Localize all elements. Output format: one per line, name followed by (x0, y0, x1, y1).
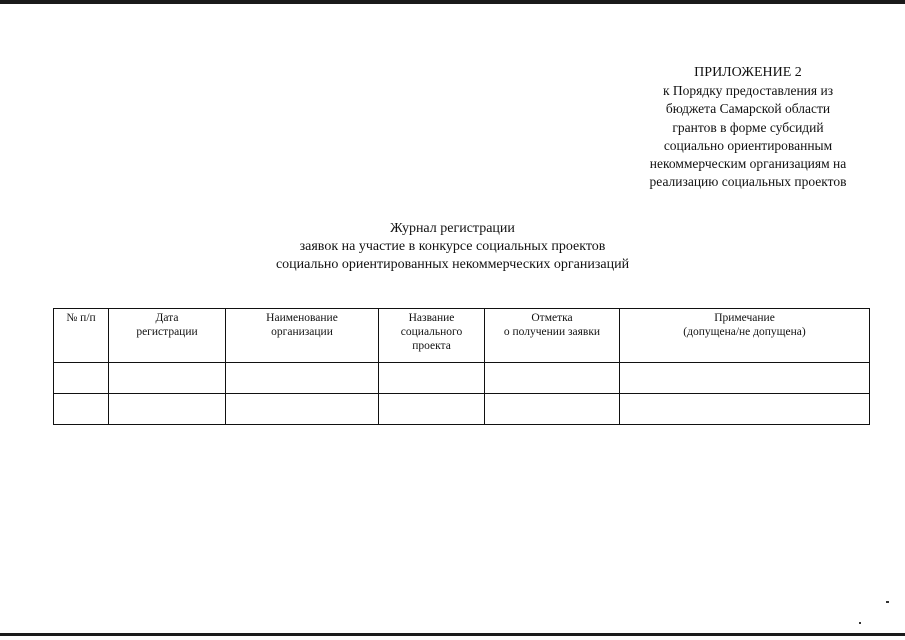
table-row (54, 394, 870, 425)
table-cell (620, 363, 870, 394)
scan-speck (886, 601, 889, 603)
table-cell (485, 394, 620, 425)
header-line: Примечание (714, 312, 775, 324)
table-row (54, 363, 870, 394)
header-line: (допущена/не допущена) (683, 326, 806, 338)
scan-edge-bottom (0, 633, 905, 636)
journal-title-line: заявок на участие в конкурсе социальных проектов (299, 239, 606, 254)
header-line: Дата (155, 312, 179, 324)
scan-speck (859, 622, 861, 624)
appendix-line: грантов в форме субсидий (672, 119, 824, 135)
appendix-line: к Порядку предоставления из (662, 83, 834, 99)
header-line: о получении заявки (503, 326, 601, 338)
header-line: № п/п (66, 312, 96, 324)
table-cell (485, 363, 620, 394)
header-registration-date (109, 309, 226, 363)
header-line: организации (271, 326, 333, 338)
journal-title-line: социально ориентированных некоммерческих организаций (275, 257, 630, 272)
table-cell (620, 394, 870, 425)
table-header-row (54, 309, 870, 363)
header-organization-name (226, 309, 379, 363)
scan-edge-top (0, 0, 905, 4)
header-line: Отметка (531, 312, 573, 324)
appendix-line: социально ориентированным (663, 137, 833, 153)
appendix-title: ПРИЛОЖЕНИЕ 2 (694, 65, 802, 80)
header-line: Название (408, 312, 455, 324)
table-cell (54, 394, 109, 425)
table-cell (379, 394, 485, 425)
header-project-name (379, 309, 485, 363)
table-cell (54, 363, 109, 394)
appendix-block (610, 64, 886, 191)
appendix-line: некоммерческим организациям на (649, 156, 847, 172)
header-note (620, 309, 870, 363)
header-receipt-mark (485, 309, 620, 363)
appendix-line: бюджета Самарской области (665, 101, 831, 117)
table-cell (379, 363, 485, 394)
appendix-line: реализацию социальных проектов (649, 174, 847, 190)
table-cell (226, 363, 379, 394)
header-line: социального (400, 326, 463, 338)
journal-title-line: Журнал регистрации (390, 221, 515, 236)
registration-table (53, 308, 870, 425)
table-cell (109, 363, 226, 394)
header-line: регистрации (136, 326, 198, 338)
header-line: проекта (412, 340, 451, 352)
header-number (54, 309, 109, 363)
table-cell (226, 394, 379, 425)
header-line: Наименование (266, 312, 338, 324)
journal-title (200, 220, 705, 274)
table-cell (109, 394, 226, 425)
